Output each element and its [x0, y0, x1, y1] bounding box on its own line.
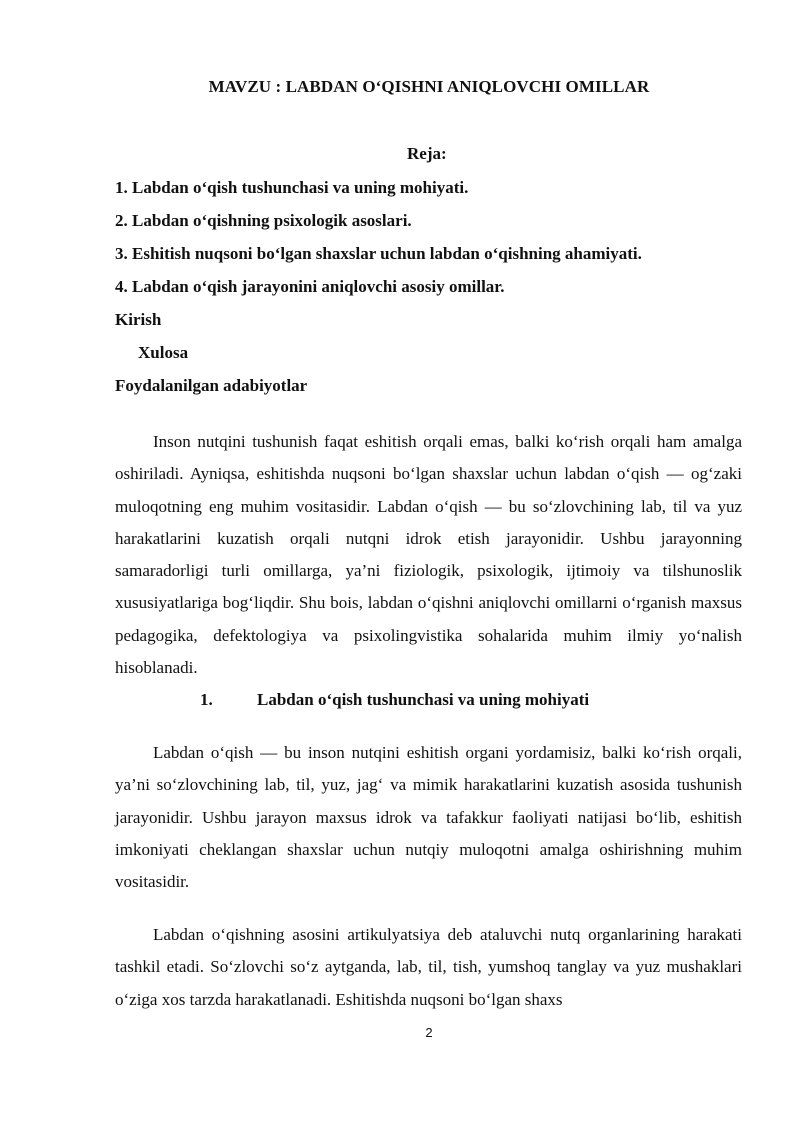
intro-paragraph: Inson nutqini tushunish faqat eshitish orqali emas, balki ko‘rish orqali ham amalga oshiriladi. Ayniqsa, eshitishda nuqsoni bo‘lgan shaxslar uchun labdan o‘qish — og‘zaki muloqotning eng muhim vositasidir. Labdan o‘qish — bu so‘zlovchining lab, til va yuz harakatlarini kuzatish orqali nutqni idrok etish jarayonidir. Ushbu jarayonning samaradorligi turli omillarga, ya’ni fiziologik, psixologik, ijtimoiy va tilshunoslik xususiyatlariga bog‘liqdir. Shu bois, labdan o‘qishni aniqlovchi omillarni o‘rganish maxsus pedagogika, defektologiya va psixolingvistika sohalarida muhim ilmiy yo‘nalish hisoblanadi. [115, 432, 742, 678]
section-title: Labdan o‘qish tushunchasi va uning mohiyati [257, 690, 590, 709]
plan-heading: Reja: [407, 144, 447, 163]
body-paragraph: Labdan o‘qish — bu inson nutqini eshitish organi yordamisiz, balki ko‘rish orqali, ya’ni so‘zlovchining lab, til, yuz, jag‘ va mimik harakatlarini kuzatish asosida tushunish jarayonidir. Ushbu jarayon maxsus idrok va tafakkur faoliyati natijasi bo‘lib, eshitish imkoniyati cheklangan shaxslar uchun nutqiy muloqotni amalga oshirishning muhim vositasidir. [115, 743, 742, 892]
plan-item: 2. Labdan o‘qishning psixologik asoslari. [115, 211, 412, 230]
plan-list [115, 171, 755, 402]
page-number: 2 [425, 1025, 433, 1040]
body-paragraph: Labdan o‘qishning asosini artikulyatsiya deb ataluvchi nutq organlarining harakati tashkil etadi. So‘zlovchi so‘z aytganda, lab, til, tish, yumshoq tanglay va yuz mushaklari o‘ziga xos tarzda harakatlanadi. Eshitishda nuqsoni bo‘lgan shaxs [115, 925, 742, 1009]
section-heading [200, 690, 589, 710]
plan-item-conclusion: Xulosa [138, 343, 189, 362]
plan-item: 3. Eshitish nuqsoni bo‘lgan shaxslar uchun labdan o‘qishning ahamiyati. [115, 244, 642, 263]
plan-item-references: Foydalanilgan adabiyotlar [115, 376, 308, 395]
section-number: 1. [200, 690, 213, 709]
plan-item: 1. Labdan o‘qish tushunchasi va uning mohiyati. [115, 178, 469, 197]
document-title: MAVZU : LABDAN O‘QISHNI ANIQLOVCHI OMILLAR [208, 77, 650, 96]
plan-item-introduction: Kirish [115, 310, 162, 329]
plan-item: 4. Labdan o‘qish jarayonini aniqlovchi asosiy omillar. [115, 277, 505, 296]
